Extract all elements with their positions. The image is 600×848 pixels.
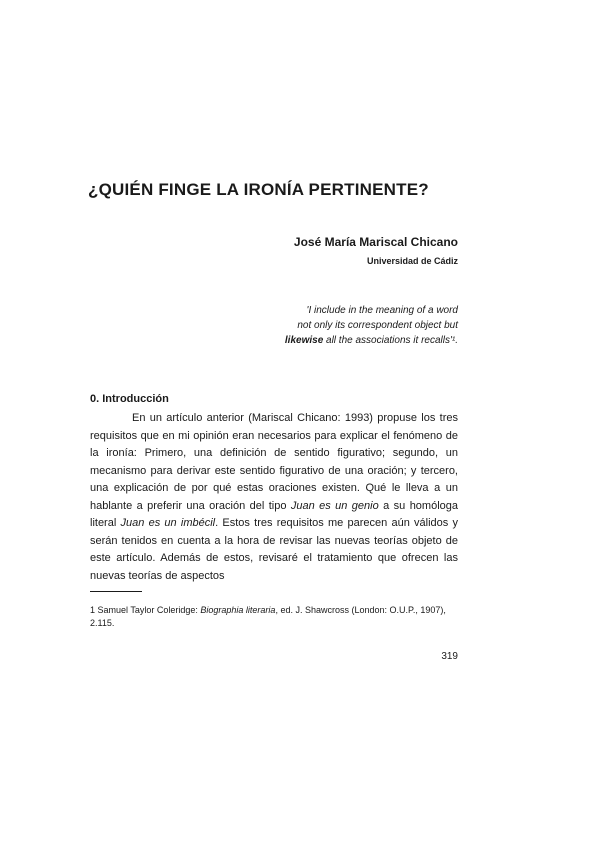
page-number: 319 xyxy=(441,651,458,662)
section-heading: 0. Introducción xyxy=(90,393,169,405)
epigraph-emphasis: likewise xyxy=(284,335,324,346)
footnote-text: 1 Samuel Taylor Coleridge: xyxy=(90,605,201,615)
example-sentence: Juan es un genio xyxy=(290,499,379,512)
epigraph-line: 'I include in the meaning of a word xyxy=(306,305,458,316)
footnote-divider xyxy=(90,591,142,592)
author-affiliation: Universidad de Cádiz xyxy=(366,256,458,266)
footnote xyxy=(90,604,458,630)
example-sentence: Juan es un imbécil xyxy=(120,517,216,529)
epigraph xyxy=(248,303,458,348)
body-paragraph xyxy=(90,410,458,585)
author-name: José María Mariscal Chicano xyxy=(293,235,458,249)
body-text-part: En un artículo anterior (Mariscal Chicano: 1993) propuse los tres requisitos que en mi opinión eran necesarios para explicar el fenómeno de la ironía: Primero, una definición de sentido figurativo; segundo, un mecanismo para derivar este sentido figurativo de una oración; y tercero, una explicación de por qué estas oraciones existen. Qué le lleva a un hablante a preferir una oración del tipo xyxy=(90,412,458,512)
footnote-book-title: Biographia literaria xyxy=(200,605,276,615)
body-text-part: a su homóloga literal xyxy=(90,499,459,529)
article-title: ¿QUIÉN FINGE LA IRONÍA PERTINENTE? xyxy=(88,180,429,199)
body-text-part: . Estos tres requisitos me parecen aún válidos y serán tenidos en cuenta a la hora de revisar las nuevas teorías objeto de este artículo. Además de estos, revisaré el tratamiento que ofrecen las nuevas teorías de aspectos xyxy=(90,517,459,582)
epigraph-line: not only its correspondent object but xyxy=(297,320,458,331)
footnote-text: , ed. J. Shawcross (London: O.U.P., 1907), 2.115. xyxy=(90,605,446,628)
epigraph-line xyxy=(248,333,458,348)
epigraph-text: all the associations it recalls'¹. xyxy=(323,335,458,346)
